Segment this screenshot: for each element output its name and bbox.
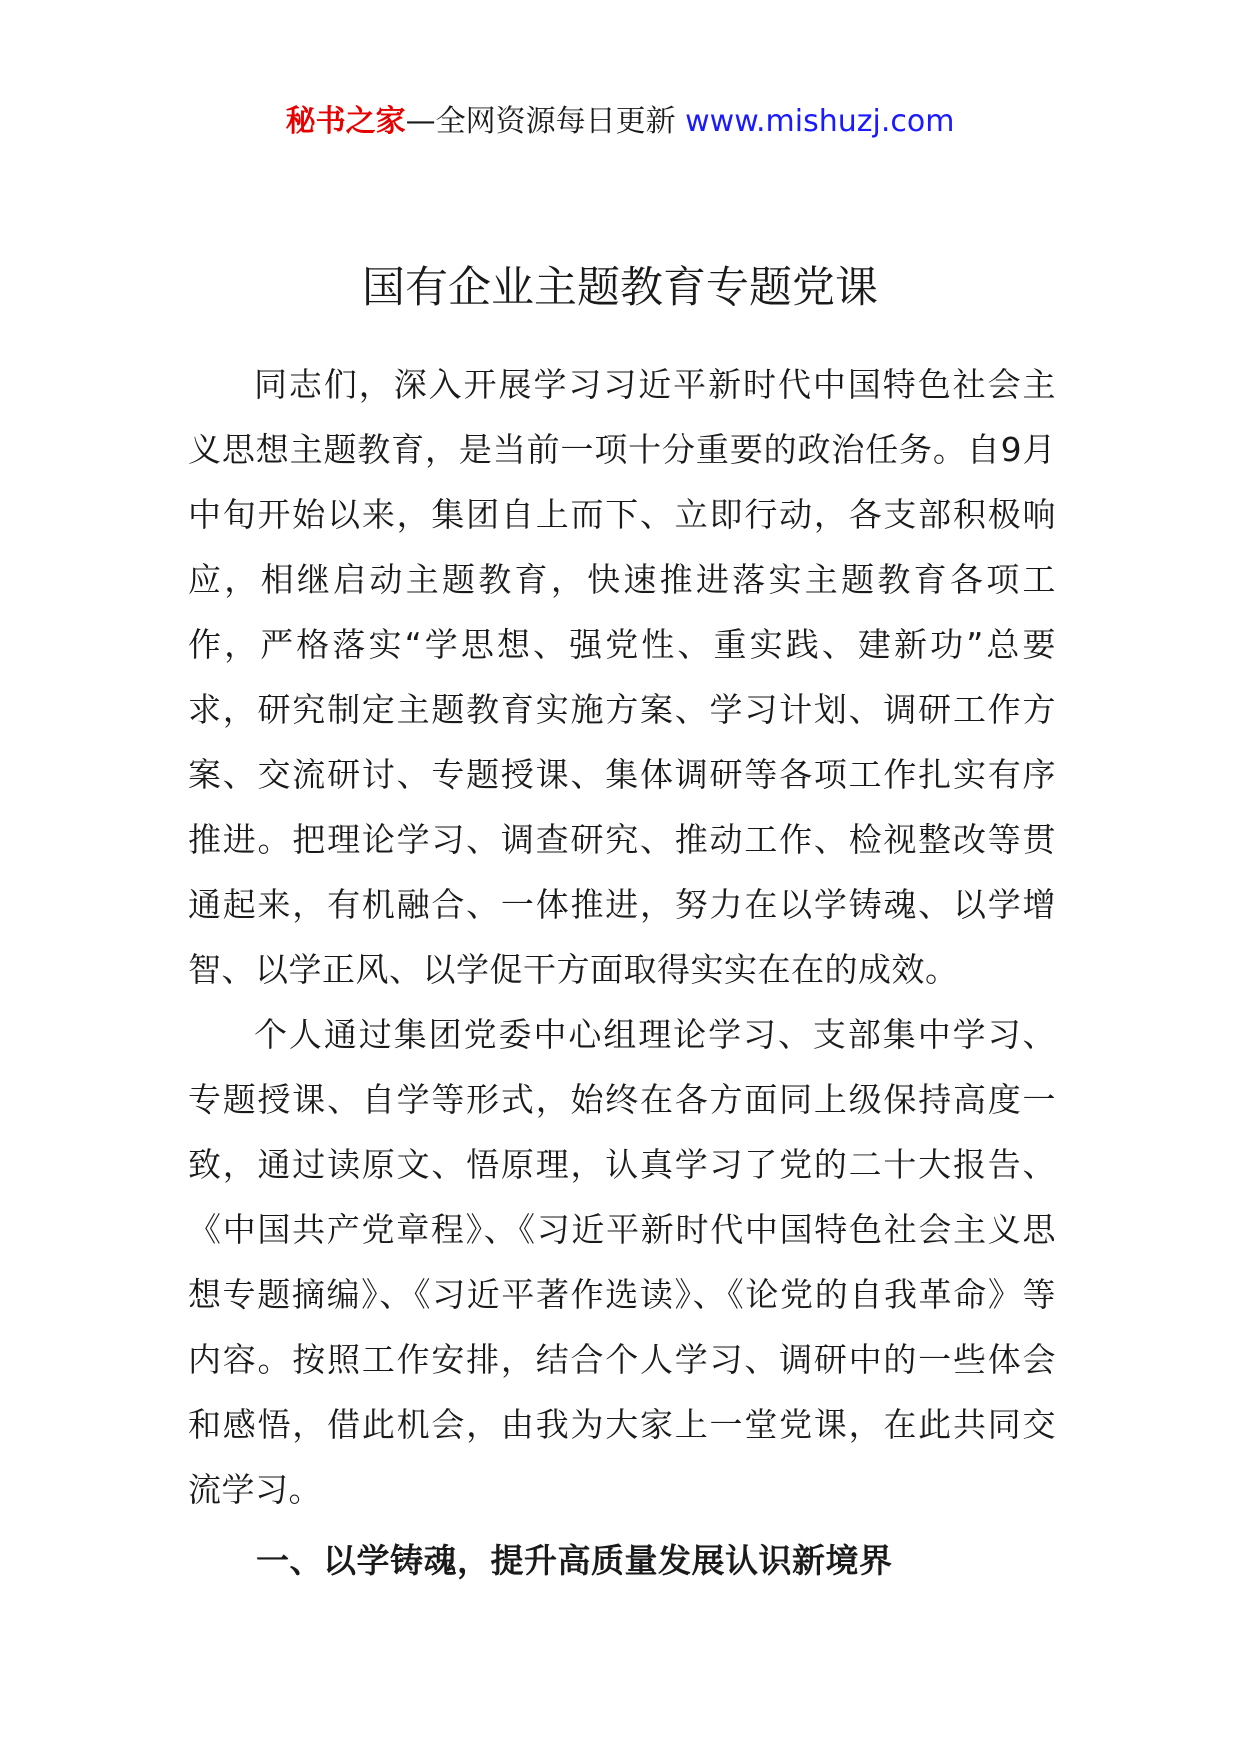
document-title: 国有企业主题教育专题党课 — [362, 263, 878, 313]
document-body — [188, 352, 1056, 1522]
section-heading-1: 一、以学铸魂，提升高质量发展认识新境界 — [256, 1541, 893, 1580]
site-url-link[interactable]: www.mishuzj.com — [685, 104, 955, 139]
body-paragraph-2: 个人通过集团党委中心组理论学习、支部集中学习、专题授课、自学等形式，始终在各方面同上级保持高度一致，通过读原文、悟原理，认真学习了党的二十大报告、《中国共产党章程》、《习近平新时代中国特色社会主义思想专题摘编》、《习近平著作选读》、《论党的自我革命》等内容。按照工作安排，结合个人学习、调研中的一些体会和感悟，借此机会，由我为大家上一堂党课，在此共同交流学习。 — [188, 1015, 1056, 1509]
body-paragraph-1: 同志们，深入开展学习习近平新时代中国特色社会主义思想主题教育，是当前一项十分重要的政治任务。自9月中旬开始以来，集团自上而下、立即行动，各支部积极响应，相继启动主题教育，快速推进落实主题教育各项工作，严格落实“学思想、强党性、重实践、建新功”总要求，研究制定主题教育实施方案、学习计划、调研工作方案、交流研讨、专题授课、集体调研等各项工作扎实有序推进。把理论学习、调查研究、推动工作、检视整改等贯通起来，有机融合、一体推进，努力在以学铸魂、以学增智、以学正风、以学促干方面取得实实在在的成效。 — [188, 365, 1056, 989]
site-brand: 秘书之家 — [285, 104, 406, 139]
site-tagline: —全网资源每日更新 — [405, 104, 686, 139]
site-banner — [0, 100, 1240, 144]
